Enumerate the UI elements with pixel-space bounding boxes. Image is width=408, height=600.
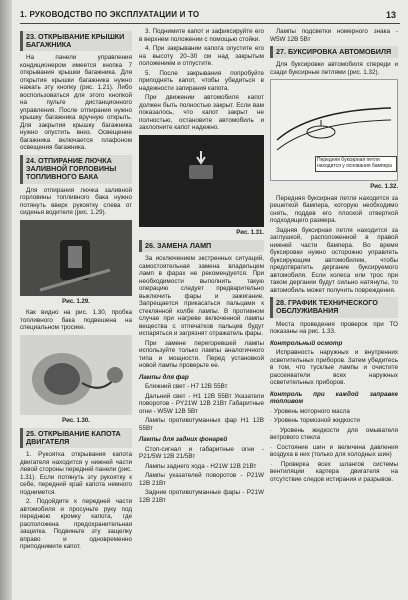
caption-1-30: Рис. 1.30. [62,417,90,424]
text-27-2: Передняя буксирная петля находится за решеткой бампера, которую необходимо снять, поддев его плоской отверткой подходящего размера. [270,194,398,225]
heading-26: 26. ЗАМЕНА ЛАМП [139,240,264,252]
section-title: 1. РУКОВОДСТВО ПО ЭКСПЛУАТАЦИИ И ТО [20,10,200,19]
figure-1-29 [20,220,132,296]
hood-release-photo [139,135,264,227]
rear-lamps-2: Лампы заднего хода - H21W 12В 21Вт [145,462,257,470]
text-27-1: Для буксировки автомобиля спереди и сзади буксирные петлями (рис. 1.32). [270,61,398,76]
tow-hook-callout: Передняя буксирная петля находится у основания бампера [315,156,397,172]
tow-hook-diagram [271,80,397,158]
text-25-1: 1. Рукоятка открывания капота двигателя находится у нижней части левой стороны передней панели (рис. 1.31). Если потянуть эту рукоятку к себе, передний край капота немного поднимется. [20,451,132,496]
text-hood-4: 4. При закрывании капота опустите его на высоту 20–30 см над закрытым положением и отпустите. [139,45,264,67]
front-lamps-heading: Лампы для фар [139,373,189,381]
column-2 [139,28,264,506]
fuel-check-1: · Уровень моторного масла [270,407,350,415]
control-text: Исправность наружных и внутренних осветительных приборов. Затем убедитесь в том, что тусклые лампы и очистите рассеиватели всех наружных осветительных приборов. [270,349,398,387]
rear-lamps-heading: Лампы для задних фонарей [139,436,228,444]
manual-page [12,0,408,600]
text-26-1: За исключением экстренных ситуаций, самостоятельная замена владельцем ламп в фарах не рекомендуется. При необходимости выполнить такую операцию следует предварительно выключить фары и зажигание. Запрещается прикасаться пальцами к стеклянной колбе лампы. В противном случае при нагреве включенной лампы вещества с отпечатков пальцев будут испаряться и загрязнят отражатель фары. [139,255,264,338]
text-23: На панели управления кондиционером имеется кнопка 7 открывания крышки багажника. Для открытия крышки багажника нужно нажать эту кнопку (рис. 1.21). Либо воспользоваться для этого кнопкой на пульте дистанционного управления. После отпирания нужно крышку багажника вручную открыть. Для закрытия крышку багажника нужно опустить вниз. Освещение багажника включается плафоном освещения багажника. [20,54,132,152]
figure-1-30 [20,335,132,415]
heading-23: 23. ОТКРЫВАНИЕ КРЫШКИ БАГАЖНИКА [20,31,132,51]
column-1 [20,28,132,553]
heading-28: 28. ГРАФИК ТЕХНИЧЕСКОГО ОБСЛУЖИВАНИЯ [270,297,398,317]
heading-27: 27. БУКСИРОВКА АВТОМОБИЛЯ [270,46,398,58]
caption-1-31: Рис. 1.31. [236,229,264,236]
rear-lamps-3: Лампы указателей поворотов - P21W 12В 21Вт [139,472,264,487]
page-number: 13 [385,10,396,20]
fuel-check-5: · Проверка всех шлангов системы вентиляции картера двигателя на отсутствие следов истирания и разрывов. [270,460,398,483]
rear-lamps-1: Стоп-сигнал и габаритные огни - P21/5W 12В 21/5Вт [139,445,264,461]
text-27-3: Задняя буксирная петля находится за заглушкой, расположенной в правой нижней части бампера. Во время буксировки нужно осторожно управлять буксирующим автомобилем, чтобы предотвратить дергание буксируемого автомобиля. Если колеса или трос при таком дергании будут сильно натянуты, то автомобиль может получить повреждения. [270,226,398,294]
text-28-1: Места проведения проверок при ТО показаны на рис. 1.33. [270,320,398,336]
text-25-2: 2. Подойдите к передней части автомобиля и просуньте руку под переднюю кромку капота, где расположена предохранительная защелка. Подвиньте эту защелку вправо и одновременно приподнимите капот. [20,498,132,551]
control-heading: Контрольный осмотр [270,339,343,347]
heading-24: 24. ОТПИРАНИЕ ЛЮЧКА ЗАЛИВНОЙ ГОРЛОВИНЫ ТОПЛИВНОГО БАКА [20,155,132,184]
text-fig30: Как видно на рис. 1.30, пробка топливного бака подвешена на специальном тросике. [20,309,132,332]
fuel-cap-photo [20,335,132,415]
heading-25: 25. ОТКРЫВАНИЕ КАПОТА ДВИГАТЕЛЯ [20,428,132,448]
fuel-check-2: · Уровень тормозной жидкости [270,417,360,425]
text-24: Для отпирания лючка заливной горловины топливного бака нужно потянуть вверх рукоятку слева от сиденья водителя (рис. 1.29). [20,186,132,217]
front-lamps-2: Дальний свет - H1 12В 55Вт Указатели поворотов - PY21W 12В 21Вт Габаритные огни - W5W 12В 5Вт [139,392,264,415]
page-header [20,10,400,24]
fuel-check-3: · Уровень жидкости для омывателя ветрового стекла [270,426,398,442]
fuel-check-4: · Состояние шин и величина давления воздуха в них (только для холодных шин) [270,443,398,459]
front-lamps-1: Ближний свет - H7 12В 55Вт [145,383,228,391]
fuel-check-heading: Контроль при каждой заправке топливом [270,390,398,406]
column-3 [270,28,398,485]
front-lamps-3: Лампы противотуманных фар H1 12В 55Вт [139,417,264,432]
rear-lamps-4: Задние противотуманные фары - P21W 12В 21Вт [139,489,264,504]
text-26-2: При замене перегоревшей лампы используйте только лампы аналогичного типа и мощности. Перед установкой новой лампы проверьте ее. [139,339,264,370]
text-plate-lamps: Лампы подсветки номерного знака - W5W 12В 5Вт [270,28,398,43]
caption-1-29: Рис. 1.29. [62,298,90,305]
text-hood-3: 3. Поднимите капот и зафиксируйте его в верхнем положении с помощью стойки. [139,28,264,43]
text-hood-6: При движении автомобиля капот должен быть полностью закрыт. Если вам показалось, что капот закрыт не полностью, остановите автомобиль и захлопните капот надежно. [139,94,264,131]
text-hood-5: 5. После закрывания попробуйте приподнять капот, чтобы убедиться в надежности запирания капота. [139,69,264,92]
figure-1-32 [270,79,398,181]
figure-1-31 [139,135,264,227]
fuel-lever-photo [20,220,132,296]
caption-1-32: Рис. 1.32. [370,184,398,191]
